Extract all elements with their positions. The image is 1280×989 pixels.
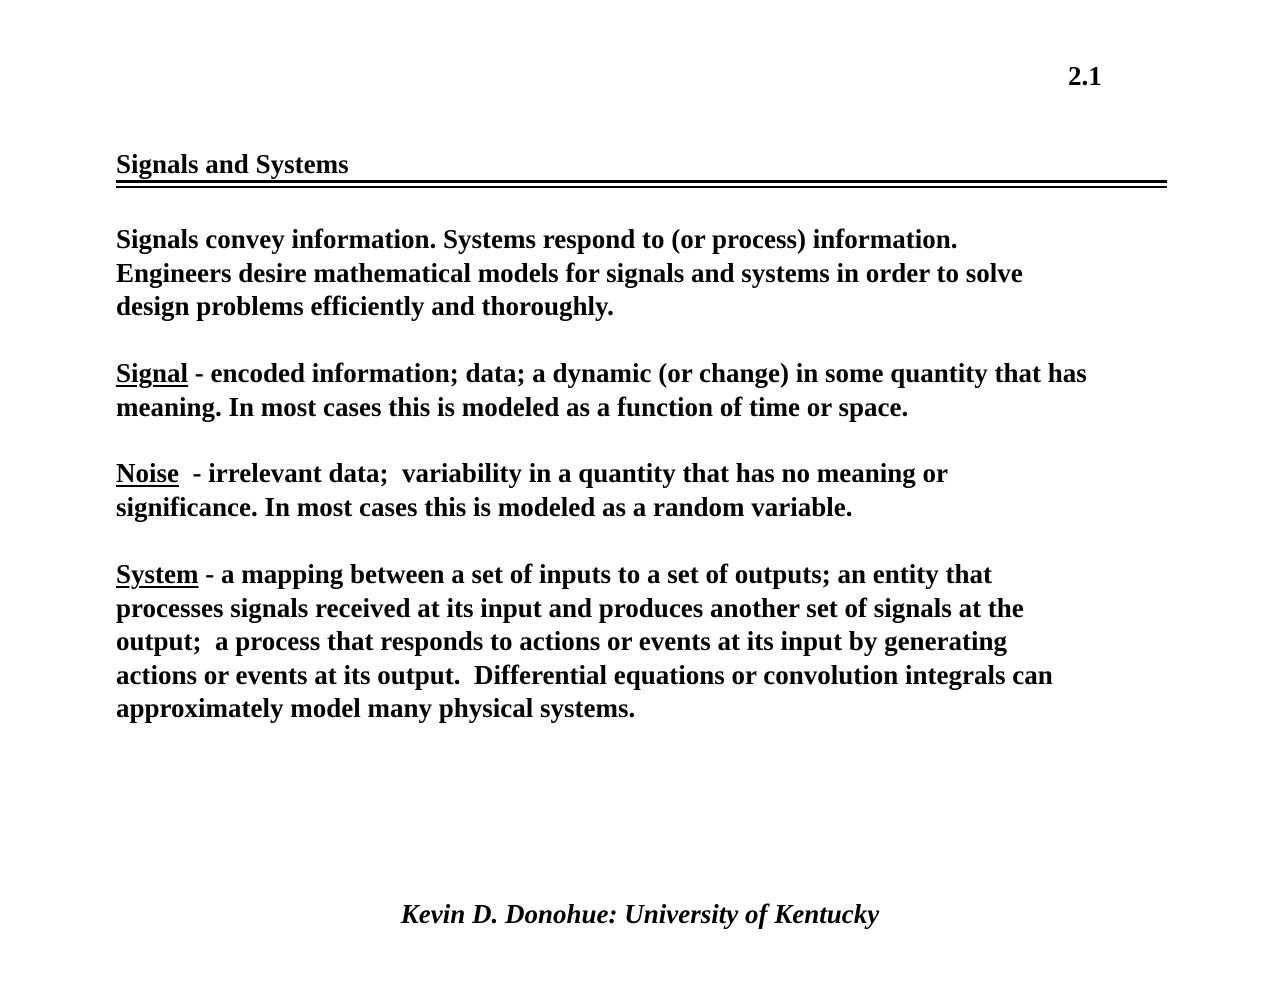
page-number: 2.1	[1068, 61, 1102, 91]
noise-term: Noise	[116, 458, 179, 488]
noise-line-1: - irrelevant data; variability in a quantity that has no meaning or	[179, 458, 949, 488]
signal-line-1: - encoded information; data; a dynamic (or change) in some quantity that has	[188, 358, 1087, 388]
intro-line-2: Engineers desire mathematical models for signals and systems in order to solve	[116, 257, 1023, 288]
system-line-4: actions or events at its output. Differential equations or convolution integrals can	[116, 659, 1053, 690]
title-rule-bottom	[116, 186, 1167, 188]
noise-definition	[116, 457, 1176, 524]
system-term: System	[116, 559, 199, 589]
intro-line-1: Signals convey information. Systems respond to (or process) information.	[116, 224, 958, 254]
noise-line-2: significance. In most cases this is modeled as a random variable.	[116, 491, 853, 522]
system-line-1: - a mapping between a set of inputs to a set of outputs; an entity that	[198, 559, 993, 589]
signal-term: Signal	[116, 358, 189, 388]
system-line-3: output; a process that responds to actions or events at its input by generating	[116, 626, 1008, 656]
footer-author: Kevin D. Donohue: University of Kentucky	[400, 899, 880, 929]
system-definition	[116, 558, 1176, 726]
intro-line-3: design problems efficiently and thoroughly.	[116, 291, 614, 321]
title-rule-top	[116, 180, 1167, 183]
intro-paragraph	[116, 223, 1176, 324]
signal-line-2: meaning. In most cases this is modeled as a function of time or space.	[116, 391, 909, 422]
system-line-5: approximately model many physical systems.	[116, 693, 636, 723]
section-title: Signals and Systems	[116, 149, 349, 179]
system-line-2: processes signals received at its input and produces another set of signals at the	[116, 592, 1024, 623]
signal-definition	[116, 357, 1176, 424]
